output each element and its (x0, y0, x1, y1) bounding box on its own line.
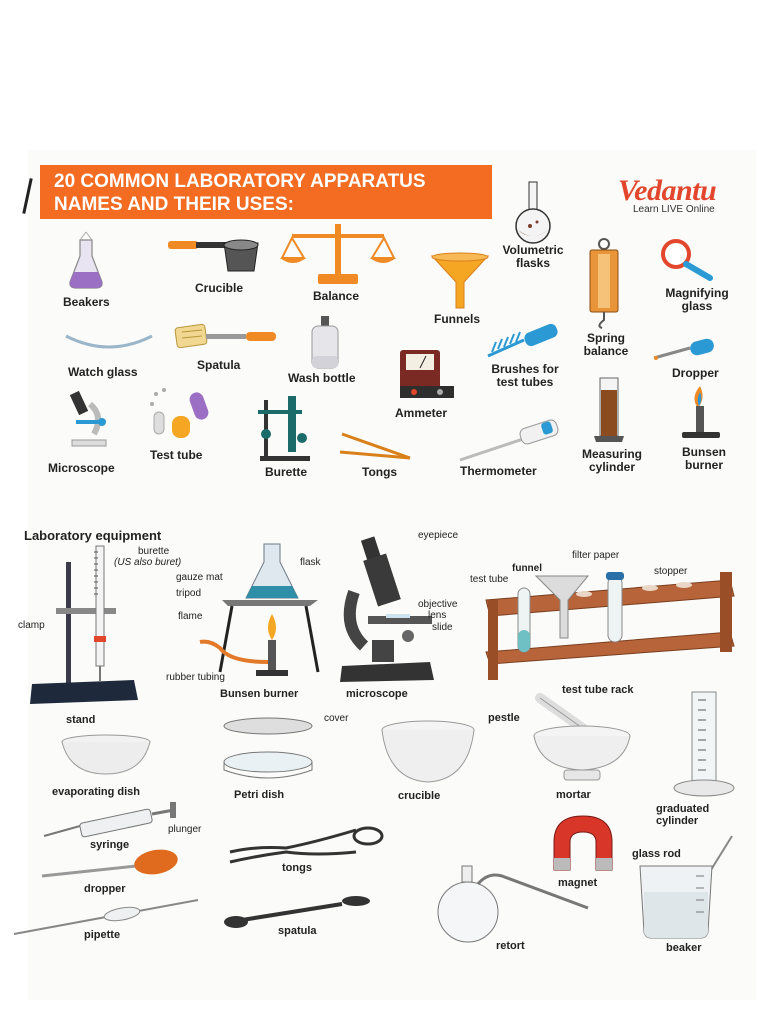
label-brushes-line1: Brushes for (491, 362, 559, 376)
label-burette-eq: burette (138, 546, 170, 557)
label-stopper: stopper (654, 566, 688, 577)
section-title-laboratory-equipment: Laboratory equipment (24, 528, 162, 543)
label-test-tube-eq: test tube (470, 574, 509, 585)
label-bunsen-burner (672, 446, 736, 472)
poster-title-banner (40, 165, 492, 219)
label-microscope-eq: microscope (346, 688, 408, 700)
label-graduated-line2: cylinder (656, 815, 699, 827)
label-flask: flask (300, 557, 321, 568)
graduated-cylinder-icon (670, 690, 734, 800)
label-volumetric-flasks (494, 244, 572, 270)
label-flame: flame (178, 611, 203, 622)
crucible-icon (168, 237, 264, 277)
label-crucible: Crucible (195, 281, 244, 295)
label-beakers: Beakers (63, 295, 110, 309)
label-funnel: funnel (512, 563, 542, 574)
balance-icon (286, 222, 390, 286)
label-magnet: magnet (558, 877, 598, 889)
label-gauze-mat: gauze mat (176, 572, 223, 583)
label-pestle: pestle (488, 712, 520, 724)
label-spatula-eq: spatula (278, 925, 317, 937)
brand-tagline: Learn LIVE Online (633, 204, 715, 215)
brand-logo: Vedantu (618, 174, 717, 207)
burette-icon (254, 394, 314, 462)
tongs-icon (338, 430, 418, 464)
bunsen-burner-icon (676, 384, 726, 442)
label-spatula: Spatula (197, 358, 241, 372)
label-petri-dish: Petri dish (234, 789, 285, 801)
label-cover: cover (324, 713, 349, 724)
label-bunsen-line1: Bunsen (681, 445, 726, 459)
label-magnifying-line2: glass (681, 299, 713, 313)
label-glass-rod: glass rod (632, 848, 681, 860)
label-dropper-eq: dropper (84, 883, 126, 895)
label-stand: stand (66, 714, 96, 726)
label-filter-paper: filter paper (572, 550, 620, 561)
funnel-icon (430, 252, 490, 310)
label-crucible-eq: crucible (398, 790, 441, 802)
label-measuring-line2: cylinder (588, 460, 636, 474)
petri-dish-icon (220, 716, 316, 784)
label-tripod: tripod (176, 588, 202, 599)
label-mortar: mortar (556, 789, 591, 801)
label-slide: slide (432, 622, 453, 633)
label-magnifying-glass (656, 287, 738, 313)
label-syringe: syringe (90, 839, 130, 851)
label-watch-glass: Watch glass (68, 365, 138, 379)
label-measuring-cylinder (572, 448, 652, 474)
label-spring-line1: Spring (587, 331, 625, 345)
poster-title-line-2: NAMES AND THEIR USES: (54, 194, 294, 215)
label-burette-note: (US also buret) (114, 557, 182, 568)
crucible-eq-icon (380, 720, 476, 786)
label-magnifying-line1: Magnifying (665, 286, 729, 300)
label-tongs: Tongs (362, 465, 398, 479)
label-volumetric-line2: flasks (515, 256, 551, 270)
volumetric-flask-icon (510, 182, 556, 244)
label-spring-balance (574, 332, 638, 358)
label-plunger: plunger (168, 824, 202, 835)
label-thermometer: Thermometer (460, 464, 537, 478)
evaporating-dish-icon (60, 734, 152, 778)
label-measuring-line1: Measuring (581, 447, 642, 461)
wash-bottle-icon (308, 316, 344, 370)
magnifying-glass-icon (660, 238, 716, 282)
label-evaporating-dish: evaporating dish (52, 786, 141, 798)
test-tube-brush-icon (484, 322, 560, 362)
spring-balance-icon (584, 238, 624, 330)
label-bunsen-line2: burner (684, 458, 723, 472)
label-eyepiece: eyepiece (418, 530, 459, 541)
label-beaker-eq: beaker (666, 942, 702, 954)
syringe-icon (42, 800, 186, 840)
label-objective-line1: objective (418, 599, 458, 610)
label-graduated-line1: graduated (656, 803, 710, 815)
beaker-icon (66, 238, 106, 290)
label-balance: Balance (313, 289, 360, 303)
label-test-tube: Test tube (150, 448, 203, 462)
retort-icon (432, 862, 592, 946)
label-brushes-line2: test tubes (496, 375, 554, 389)
label-burette: Burette (265, 465, 308, 479)
dropper-eq-icon (40, 848, 180, 880)
mortar-pestle-icon (530, 692, 634, 784)
label-brushes (480, 363, 570, 389)
test-tube-icon (146, 386, 222, 442)
spatula-icon (174, 322, 278, 352)
label-rubber-tubing: rubber tubing (166, 672, 225, 683)
microscope-icon (64, 390, 114, 450)
label-graduated-cylinder (656, 803, 736, 827)
label-retort: retort (496, 940, 525, 952)
label-clamp: clamp (18, 620, 45, 631)
label-dropper: Dropper (672, 366, 719, 380)
label-tongs-eq: tongs (282, 862, 312, 874)
thermometer-icon (456, 420, 560, 464)
label-spring-line2: balance (583, 344, 629, 358)
stand-burette-icon (28, 544, 148, 714)
label-objective-lens (418, 599, 457, 621)
label-objective-line2: lens (428, 610, 447, 621)
label-funnels: Funnels (434, 312, 481, 326)
test-tube-rack-icon (484, 560, 736, 682)
measuring-cylinder-icon (592, 376, 626, 444)
poster-title-line-1: 20 COMMON LABORATORY APPARATUS (54, 171, 426, 192)
label-wash-bottle: Wash bottle (288, 371, 356, 385)
label-volumetric-line1: Volumetric (502, 243, 564, 257)
label-test-tube-rack: test tube rack (562, 684, 634, 696)
label-microscope: Microscope (48, 461, 115, 475)
ammeter-icon (396, 346, 456, 400)
label-ammeter: Ammeter (395, 406, 448, 420)
watch-glass-icon (64, 332, 154, 352)
dropper-icon (652, 336, 718, 362)
label-pipette: pipette (84, 929, 121, 941)
label-bunsen-burner-eq: Bunsen burner (220, 688, 299, 700)
